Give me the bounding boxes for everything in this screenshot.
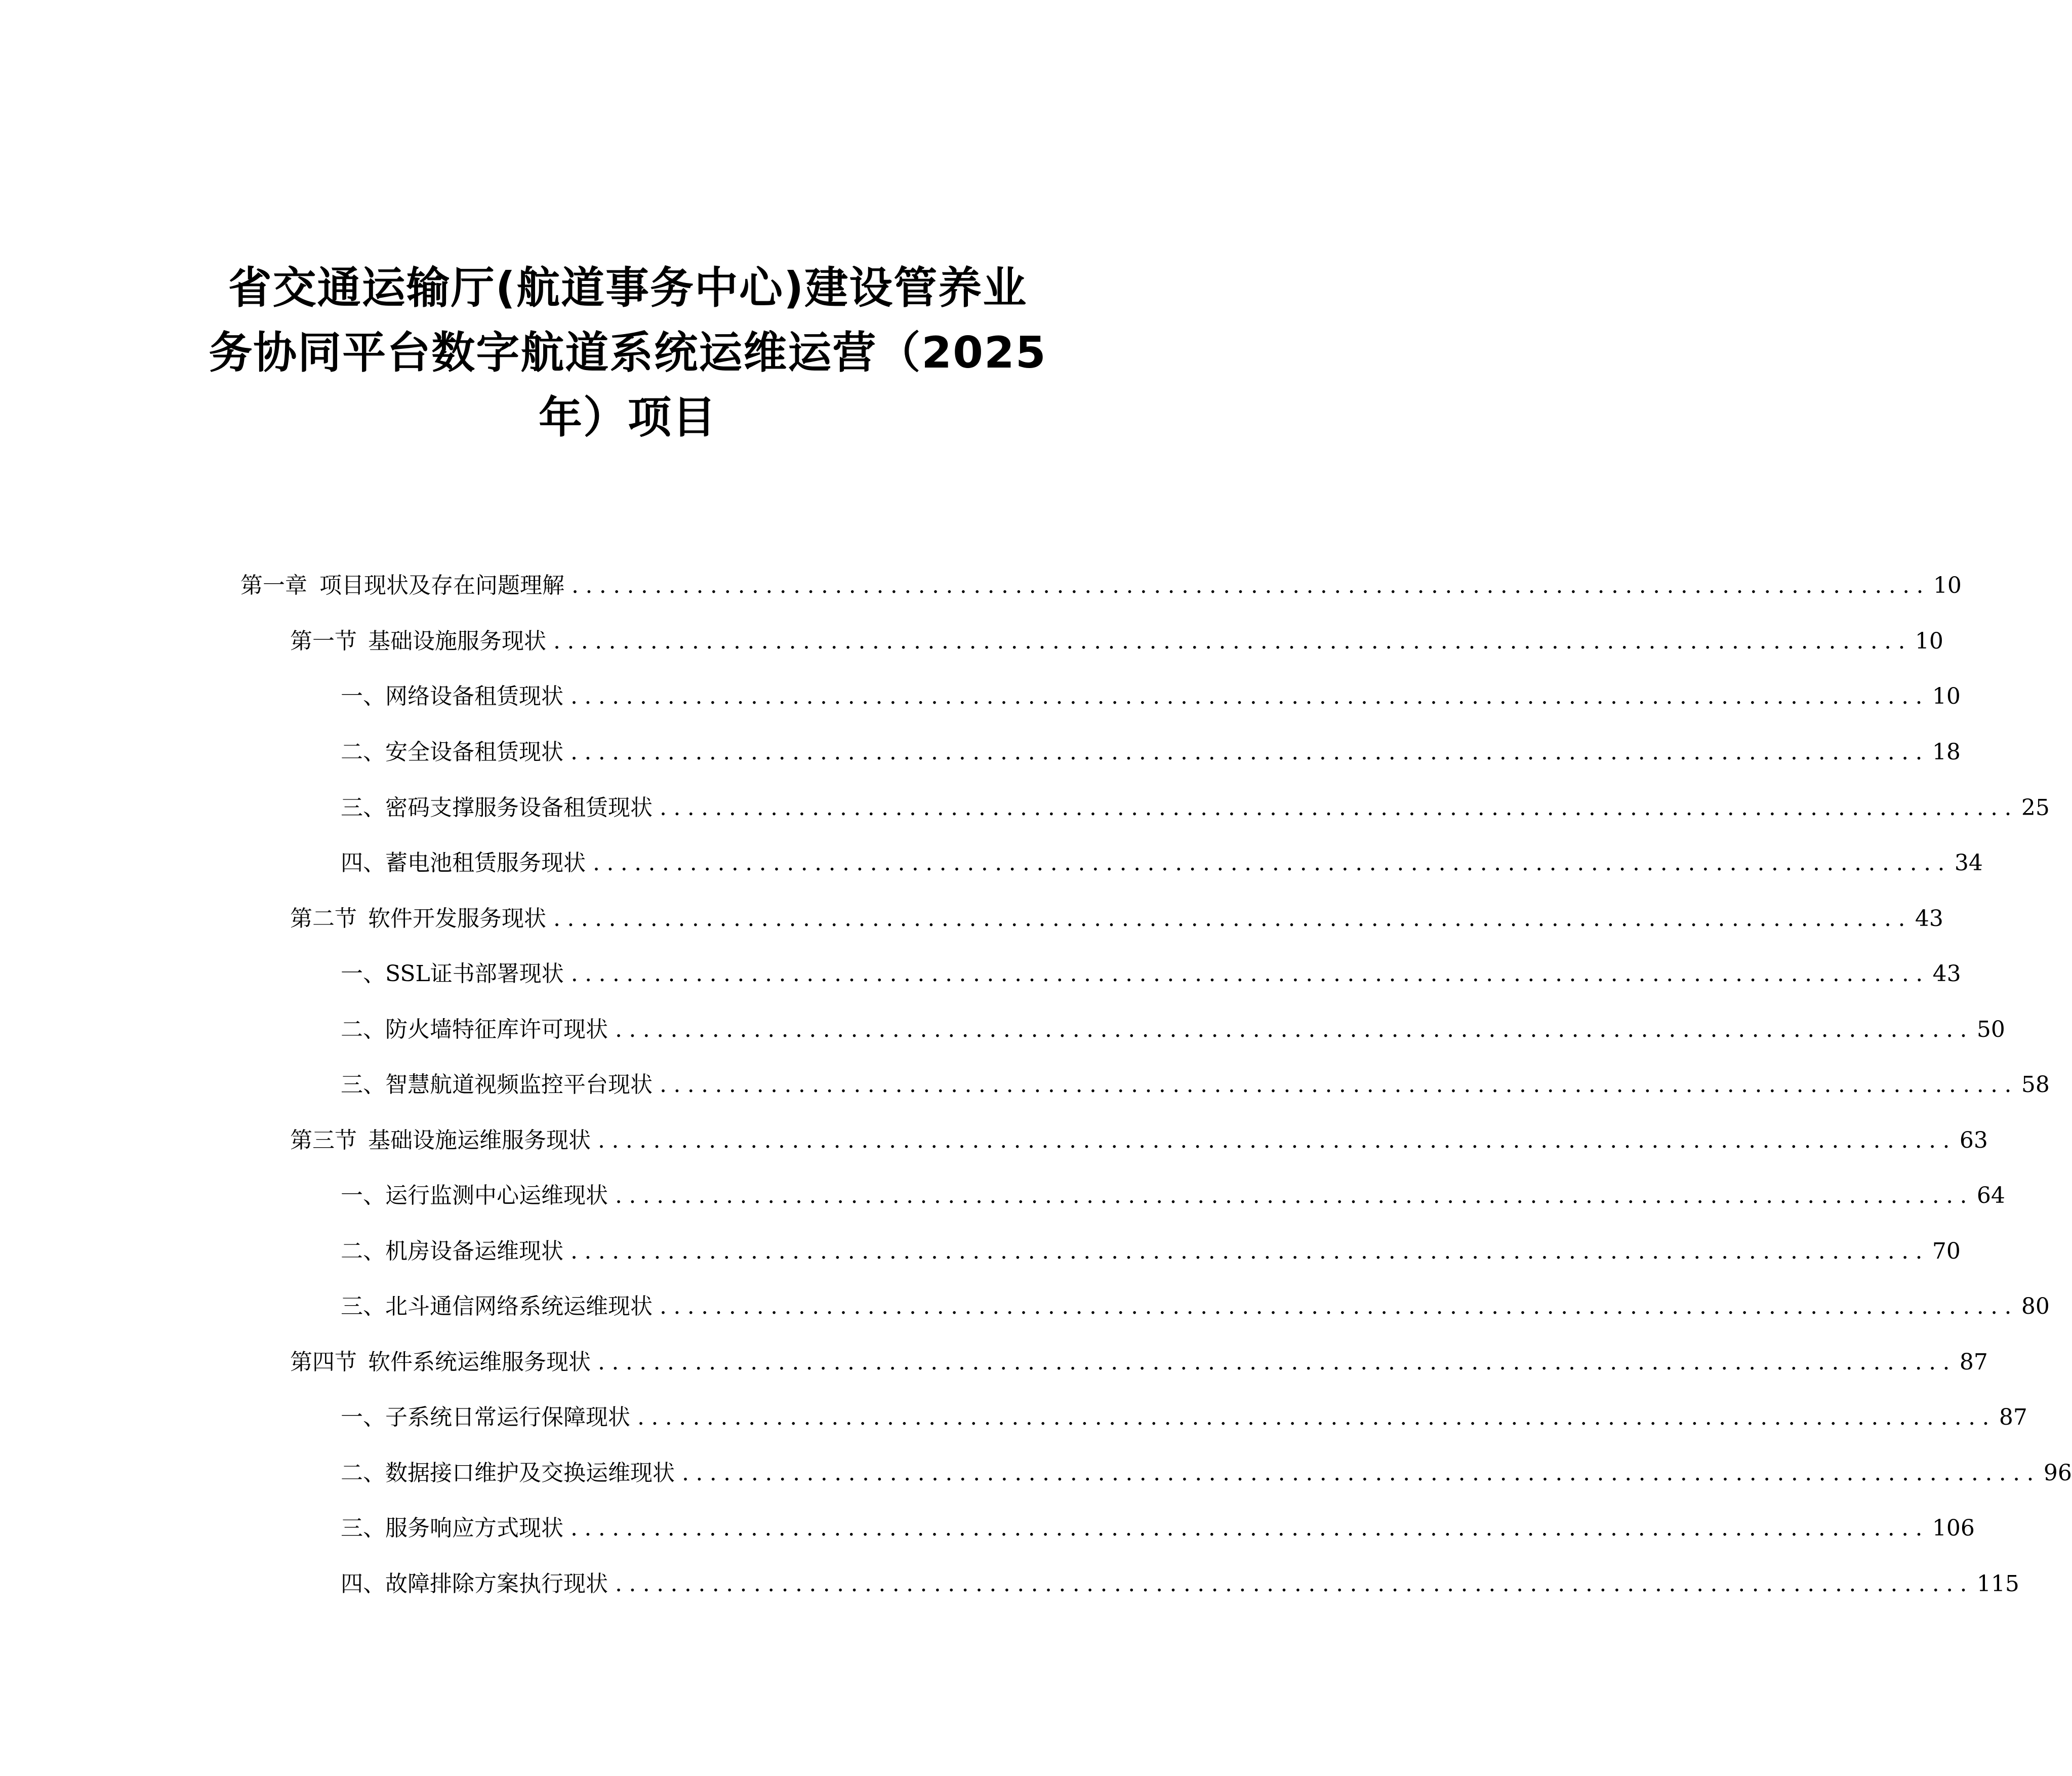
toc-entry-number: 第四节 [290,1349,357,1375]
toc-entry-item[interactable] [341,847,1983,879]
toc-entry-page: 18 [1932,739,1961,765]
toc-dot-leader: .................................................................................................. [682,1460,2041,1486]
toc-entry-label: 项目现状及存在问题理解 [319,573,564,598]
toc-entry-number: 二、 [341,1238,385,1264]
toc-entry-page: 80 [2021,1294,2050,1319]
toc-entry-number: 三、 [341,795,385,821]
toc-entry-number: 二、 [341,1017,385,1042]
toc-entry-item[interactable] [341,680,1961,713]
toc-entry-page: 34 [1954,850,1983,876]
toc-entry-page: 25 [2021,795,2050,821]
toc-dot-leader: .................................................................................................. [615,1571,1974,1597]
toc-entry-label: 故障排除方案执行现状 [385,1571,608,1597]
toc-entry-label: 数据接口维护及交换运维现状 [385,1460,675,1486]
toc-dot-leader: .................................................................................................. [593,850,1952,876]
toc-entry-page: 43 [1932,961,1961,987]
toc-entry-number: 第三节 [290,1127,357,1153]
toc-entry-item[interactable] [341,1014,2005,1046]
toc-entry-label: 软件系统运维服务现状 [368,1349,591,1375]
toc-entry-item[interactable] [341,1457,2072,1489]
toc-entry-number: 第一节 [290,628,357,654]
toc-entry-number: 一、 [341,961,385,987]
toc-entry-section-4[interactable] [290,1346,1988,1379]
title-line-2: 务协同平台数字航道系统运维运营（2025 [209,328,1047,378]
toc-entry-page: 50 [1976,1017,2005,1042]
toc-entry-page: 10 [1932,683,1961,709]
toc-entry-label: 运行监测中心运维现状 [385,1183,608,1208]
toc-entry-number: 三、 [341,1515,385,1541]
toc-entry-label: 北斗通信网络系统运维现状 [385,1294,653,1319]
toc-dot-leader: .................................................................................................. [572,573,1930,598]
toc-entry-label: 密码支撑服务设备租赁现状 [385,795,653,821]
toc-entry-page: 63 [1959,1127,1988,1153]
title-line-1: 省交通运输厅(航道事务中心)建设管养业 [228,263,1028,313]
toc-entry-item[interactable] [341,1290,2050,1323]
toc-entry-number: 第一章 [240,573,307,598]
toc-entry-label: 软件开发服务现状 [368,906,546,932]
toc-entry-item[interactable] [341,1235,1961,1268]
toc-entry-label: 智慧航道视频监控平台现状 [385,1072,653,1098]
toc-dot-leader: .................................................................................................. [598,1127,1957,1153]
toc-entry-page: 64 [1976,1183,2005,1208]
toc-entry-number: 四、 [341,1571,385,1597]
title-line-3: 年）项目 [539,392,717,443]
toc-dot-leader: .................................................................................................. [637,1404,1996,1430]
toc-entry-page: 10 [1915,628,1943,654]
toc-entry-page: 10 [1933,573,1962,598]
toc-entry-item[interactable] [341,1401,2027,1434]
toc-entry-number: 三、 [341,1294,385,1319]
toc-entry-number: 四、 [341,850,385,876]
toc-entry-item[interactable] [341,1180,2005,1212]
toc-entry-page: 87 [1999,1404,2027,1430]
toc-entry-label: 子系统日常运行保障现状 [385,1404,630,1430]
toc-entry-number: 第二节 [290,906,357,932]
toc-entry-item[interactable] [341,736,1961,769]
document-title [192,256,1063,450]
toc-dot-leader: .................................................................................................. [660,1294,2018,1319]
toc-dot-leader: .................................................................................................. [571,739,1929,765]
toc-dot-leader: .................................................................................................. [615,1183,1974,1208]
toc-entry-label: 安全设备租赁现状 [385,739,563,765]
toc-dot-leader: .................................................................................................. [660,1072,2018,1098]
toc-entry-label: 网络设备租赁现状 [385,683,563,709]
toc-entry-item[interactable] [341,792,2050,824]
toc-entry-page: 115 [1976,1571,2019,1597]
toc-entry-label: 机房设备运维现状 [385,1238,563,1264]
toc-entry-page: 58 [2021,1072,2050,1098]
toc-entry-page: 70 [1932,1238,1961,1264]
toc-entry-number: 三、 [341,1072,385,1098]
toc-entry-page: 96 [2043,1460,2072,1486]
toc-dot-leader: .................................................................................................. [571,683,1929,709]
toc-entry-number: 一、 [341,1183,385,1208]
toc-dot-leader: .................................................................................................. [571,1238,1929,1264]
toc-dot-leader: .................................................................................................. [553,906,1912,932]
toc-entry-number: 一、 [341,683,385,709]
toc-entry-label: 蓄电池租赁服务现状 [385,850,586,876]
toc-entry-item[interactable] [341,1069,2050,1101]
toc-entry-label: 服务响应方式现状 [385,1515,563,1541]
toc-entry-label: 防火墙特征库许可现状 [385,1017,608,1042]
toc-entry-number: 一、 [341,1404,385,1430]
toc-entry-section-1[interactable] [290,625,1943,658]
toc-entry-page: 43 [1915,906,1943,932]
toc-entry-label: 基础设施服务现状 [368,628,546,654]
toc-entry-page: 106 [1932,1515,1975,1541]
toc-entry-number: 二、 [341,739,385,765]
toc-dot-leader: .................................................................................................. [615,1017,1974,1042]
toc-dot-leader: .................................................................................................. [571,961,1930,987]
toc-dot-leader: .................................................................................................. [553,628,1912,654]
toc-entry-item[interactable] [341,958,1961,990]
toc-entry-label: 基础设施运维服务现状 [368,1127,591,1153]
toc-dot-leader: .................................................................................................. [571,1515,1929,1541]
toc-entry-chapter-1[interactable] [240,570,1962,602]
toc-entry-number: 二、 [341,1460,385,1486]
toc-entry-section-2[interactable] [290,903,1943,935]
toc-entry-item[interactable] [341,1512,1975,1545]
toc-dot-leader: .................................................................................................. [660,795,2018,821]
toc-entry-item[interactable] [341,1568,2019,1600]
toc-dot-leader: .................................................................................................. [598,1349,1957,1375]
toc-entry-page: 87 [1959,1349,1988,1375]
toc-entry-label: SSL证书部署现状 [385,961,564,987]
toc-entry-section-3[interactable] [290,1124,1988,1157]
